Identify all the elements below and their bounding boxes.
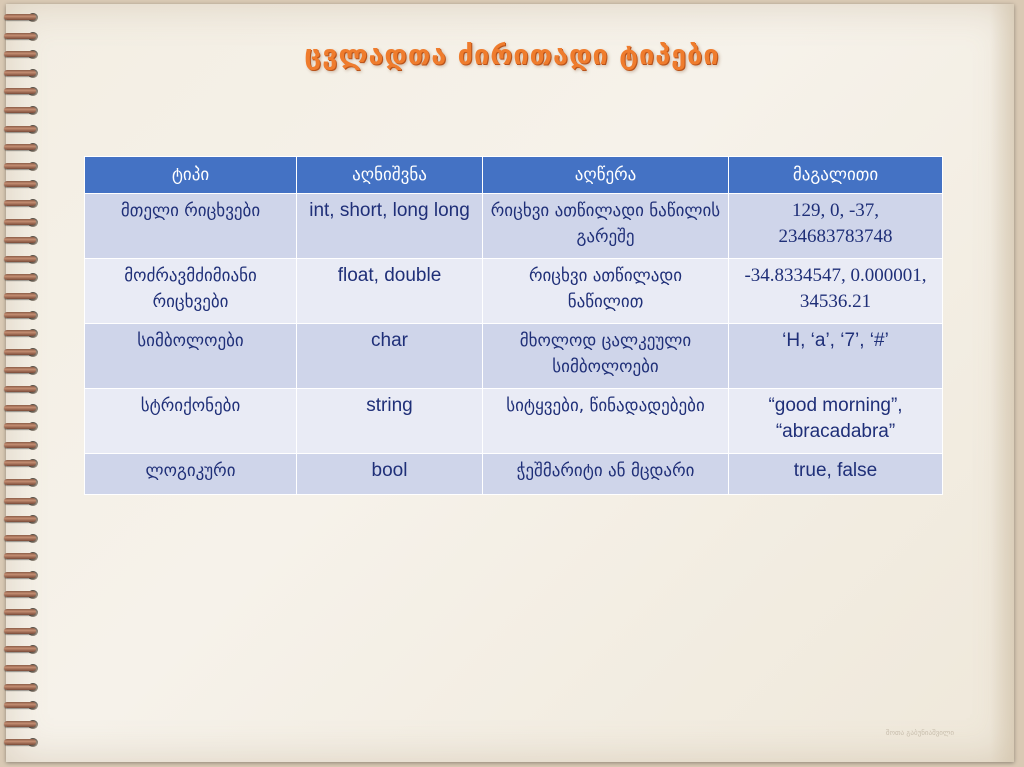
footer-author: შოთა გაბუნიაშვილი xyxy=(885,729,954,737)
type-cell: მთელი რიცხვები xyxy=(85,194,297,259)
binding-ring xyxy=(4,607,44,617)
binding-ring xyxy=(4,403,44,413)
binding-ring xyxy=(4,626,44,636)
binding-ring xyxy=(4,644,44,654)
binding-ring xyxy=(4,421,44,431)
binding-ring xyxy=(4,198,44,208)
binding-ring xyxy=(4,384,44,394)
binding-ring xyxy=(4,328,44,338)
binding-ring xyxy=(4,737,44,747)
example-cell: -34.8334547, 0.000001, 34536.21 xyxy=(729,259,943,324)
binding-ring xyxy=(4,179,44,189)
binding-ring xyxy=(4,533,44,543)
notation-cell: char xyxy=(297,324,483,389)
table-header-row xyxy=(85,157,943,194)
notation-cell: string xyxy=(297,389,483,454)
page-title: ცვლადთა ძირითადი ტიპები xyxy=(304,40,720,71)
description-cell: მხოლოდ ცალკეული სიმბოლოები xyxy=(483,324,729,389)
type-cell: სიმბოლოები xyxy=(85,324,297,389)
header-cell-type: ტიპი xyxy=(85,157,297,194)
description-cell: სიტყვები, წინადადებები xyxy=(483,389,729,454)
spiral-binding xyxy=(0,0,60,767)
example-cell: ‘H, ‘a’, ‘7’, ‘#’ xyxy=(729,324,943,389)
description-cell: ჭეშმარიტი ან მცდარი xyxy=(483,454,729,495)
table-row xyxy=(85,324,943,389)
type-cell: მოძრავმძიმიანი რიცხვები xyxy=(85,259,297,324)
type-cell: სტრიქონები xyxy=(85,389,297,454)
binding-ring xyxy=(4,514,44,524)
binding-ring xyxy=(4,347,44,357)
table-row xyxy=(85,389,943,454)
binding-ring xyxy=(4,570,44,580)
description-cell: რიცხვი ათწილადი ნაწილის გარეშე xyxy=(483,194,729,259)
header-cell-description: აღწერა xyxy=(483,157,729,194)
binding-ring xyxy=(4,105,44,115)
binding-ring xyxy=(4,291,44,301)
header-cell-notation: აღნიშვნა xyxy=(297,157,483,194)
binding-ring xyxy=(4,458,44,468)
notation-cell: float, double xyxy=(297,259,483,324)
binding-ring xyxy=(4,142,44,152)
binding-ring xyxy=(4,161,44,171)
binding-ring xyxy=(4,124,44,134)
table-row xyxy=(85,194,943,259)
binding-ring xyxy=(4,12,44,22)
binding-ring xyxy=(4,663,44,673)
binding-ring xyxy=(4,310,44,320)
binding-ring xyxy=(4,86,44,96)
binding-ring xyxy=(4,551,44,561)
binding-ring xyxy=(4,365,44,375)
binding-ring xyxy=(4,440,44,450)
binding-ring xyxy=(4,496,44,506)
binding-ring xyxy=(4,254,44,264)
header-cell-example: მაგალითი xyxy=(729,157,943,194)
binding-ring xyxy=(4,682,44,692)
binding-ring xyxy=(4,719,44,729)
binding-ring xyxy=(4,235,44,245)
example-cell: 129, 0, -37, 234683783748 xyxy=(729,194,943,259)
table-row xyxy=(85,454,943,495)
notation-cell: bool xyxy=(297,454,483,495)
type-cell: ლოგიკური xyxy=(85,454,297,495)
binding-ring xyxy=(4,217,44,227)
data-types-table xyxy=(84,156,943,495)
table-row xyxy=(85,259,943,324)
binding-ring xyxy=(4,589,44,599)
binding-ring xyxy=(4,272,44,282)
notation-cell: int, short, long long xyxy=(297,194,483,259)
example-cell: “good morning”, “abracadabra” xyxy=(729,389,943,454)
example-cell: true, false xyxy=(729,454,943,495)
binding-ring xyxy=(4,700,44,710)
binding-ring xyxy=(4,477,44,487)
description-cell: რიცხვი ათწილადი ნაწილით xyxy=(483,259,729,324)
